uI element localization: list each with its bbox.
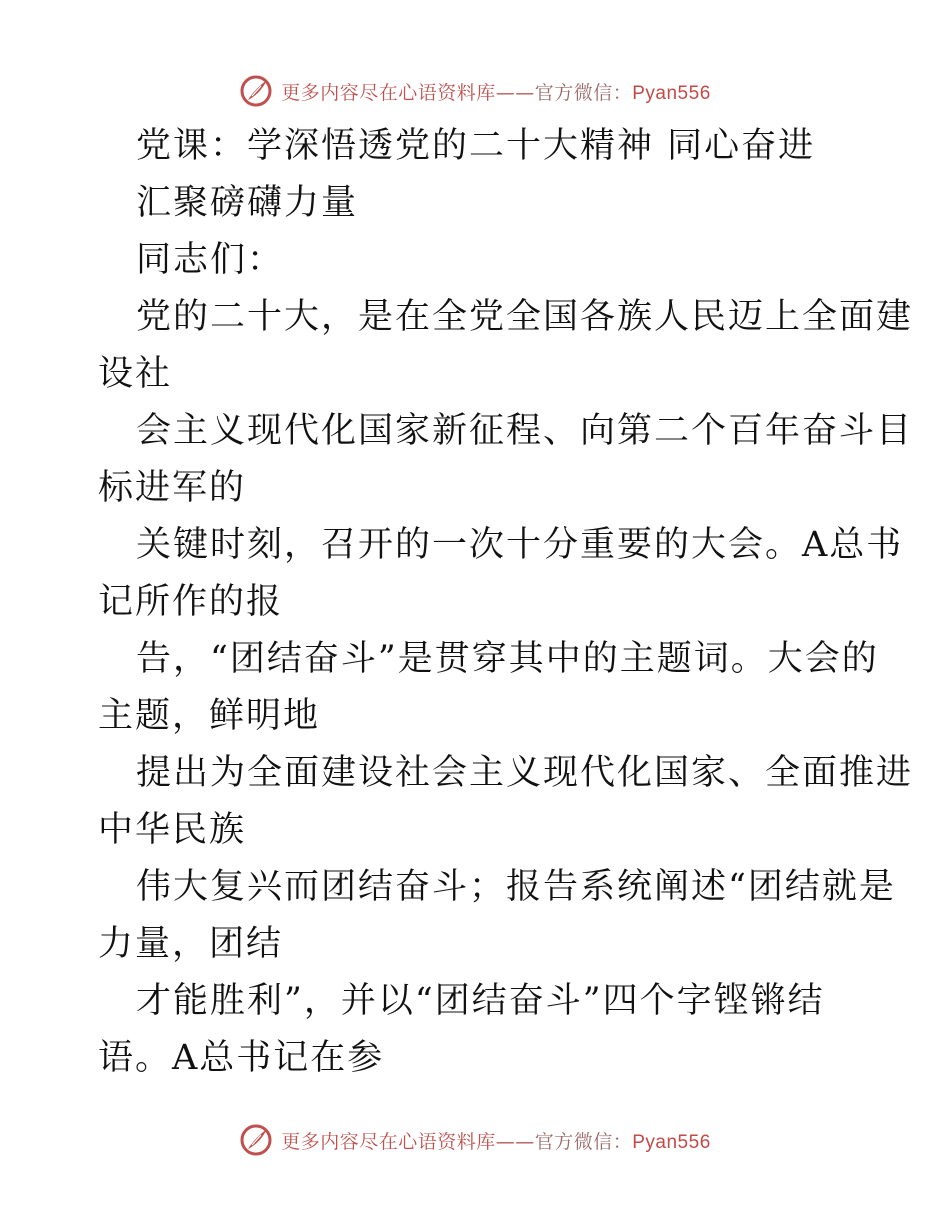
text-line: 会主义现代化国家新征程、向第二个百年奋斗目 (136, 411, 914, 451)
footer-watermark (0, 1120, 950, 1160)
watermark-text: 更多内容尽在心语资料库——官方微信：Pyan556 (281, 81, 711, 104)
feather-pen-logo-icon (239, 74, 273, 108)
header-watermark (0, 71, 950, 111)
text-line: 语。A总书记在参 (98, 1038, 385, 1078)
text-line: 标进军的 (98, 468, 247, 508)
doc-title-line-1: 党课：学深悟透党的二十大精神 同心奋进 (136, 126, 816, 166)
text-line: 关键时刻，召开的一次十分重要的大会。A总书 (136, 525, 904, 565)
text-line: 主题，鲜明地 (98, 696, 321, 736)
document-body (98, 118, 914, 1087)
text-line: 设社 (98, 354, 173, 394)
salutation: 同志们： (136, 240, 285, 280)
text-line: 力量，团结 (98, 924, 284, 964)
feather-pen-logo-icon (239, 1123, 273, 1157)
text-line: 伟大复兴而团结奋斗；报告系统阐述“团结就是 (136, 867, 896, 907)
text-line: 才能胜利”，并以“团结奋斗”四个字铿锵结 (136, 981, 825, 1021)
text-line: 告，“团结奋斗”是贯穿其中的主题词。大会的 (136, 639, 879, 679)
doc-title-line-2: 汇聚磅礴力量 (136, 183, 359, 223)
text-line: 提出为全面建设社会主义现代化国家、全面推进 (136, 753, 914, 793)
text-line: 党的二十大，是在全党全国各族人民迈上全面建 (136, 297, 914, 337)
text-line: 记所作的报 (98, 582, 284, 622)
text-line: 中华民族 (98, 810, 247, 850)
watermark-text: 更多内容尽在心语资料库——官方微信：Pyan556 (281, 1130, 711, 1153)
